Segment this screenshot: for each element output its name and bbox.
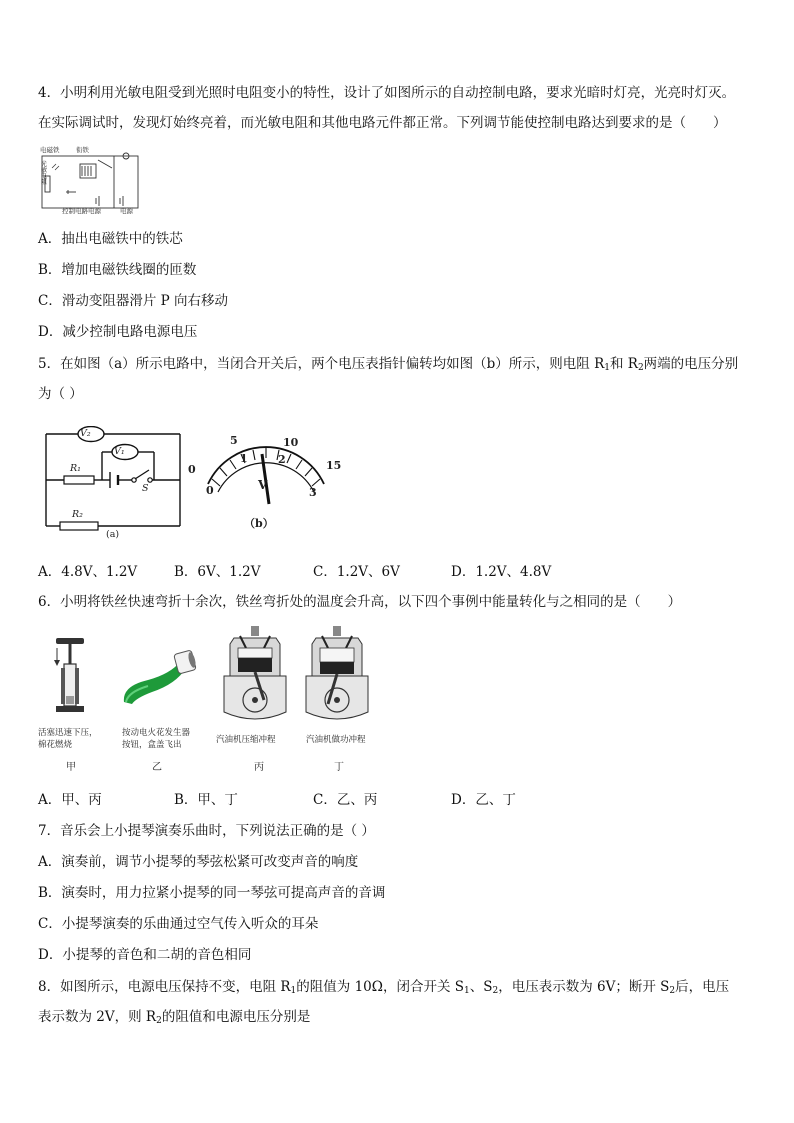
q5-scale-bottom-3: 3	[309, 486, 317, 499]
q6-stem: 6．小明将铁丝快速弯折十余次，铁丝弯折处的温度会升高，以下四个事例中能量转化与之相同的是（ ）	[38, 594, 682, 610]
q5-r1-label: R₁	[70, 463, 81, 474]
q5-option-a[interactable]: A．4.8V、1.2V	[38, 564, 138, 580]
q5-stem-line2: 为（ ）	[38, 386, 83, 402]
q6-figure-ding	[302, 626, 372, 722]
q5-r2-label: R₂	[72, 509, 83, 520]
q7-stem: 7．音乐会上小提琴演奏乐曲时，下列说法正确的是（ ）	[38, 823, 375, 839]
q6-option-a[interactable]: A．甲、丙	[38, 792, 102, 808]
q6-label-bing: 丙	[254, 762, 264, 773]
q6-caption-jia-line1: 活塞迅速下压，	[38, 728, 98, 738]
q6-power-stroke-drawing	[302, 626, 372, 722]
q5-voltmeter-figure-b	[186, 432, 346, 532]
q5-v2-label: V₂	[80, 428, 91, 439]
q5-scale-bottom-1: 1	[240, 452, 248, 465]
q6-option-d[interactable]: D．乙、丁	[451, 792, 516, 808]
q4-option-b[interactable]: B．增加电磁铁线圈的匝数	[38, 262, 197, 278]
q4-option-c[interactable]: C．滑动变阻器滑片 P 向右移动	[38, 293, 228, 309]
q5-option-d[interactable]: D．1.2V、4.8V	[451, 564, 552, 580]
q4-stem-line2: 在实际调试时，发现灯始终亮着，而光敏电阻和其他电路元件都正常。下列调节能使控制电路达到要求的是（ ）	[38, 115, 727, 131]
q6-figure-yi	[118, 646, 198, 708]
q7-option-a[interactable]: A．演奏前，调节小提琴的琴弦松紧可改变声音的响度	[38, 854, 359, 870]
q4-stem-line1: 4．小明利用光敏电阻受到光照时电阻变小的特性，设计了如图所示的自动控制电路，要求光暗时灯亮，光亮时灯灭。	[38, 85, 736, 101]
q6-caption-yi-line2: 按钮，盒盖飞出	[122, 740, 182, 750]
q6-option-c[interactable]: C．乙、丙	[313, 792, 378, 808]
q5-circuit-figure-a	[42, 426, 184, 544]
q4-label-power: 电源	[120, 207, 133, 215]
q5-figure-b-caption: （b）	[244, 517, 274, 530]
q5-scale-top-15: 15	[326, 459, 342, 472]
q5-scale-top-5: 5	[230, 434, 238, 447]
q5-figure-a-caption: (a)	[106, 529, 120, 540]
q5-voltmeter-unit: V	[258, 478, 268, 492]
q6-caption-ding: 汽油机做功冲程	[306, 735, 366, 745]
q6-compression-stroke-drawing	[220, 626, 290, 722]
q7-option-c[interactable]: C．小提琴演奏的乐曲通过空气传入听众的耳朵	[38, 916, 319, 932]
q8-stem-line1: 8．如图所示，电源电压保持不变，电阻 $R_1$的阻值为 10Ω，闭合开关 $S_1$、$S_2$，电压表示数为 6V；断开 $S_2$后，电压	[38, 979, 730, 996]
q8-stem-line2: 表示数为 2V，则 $R_2$的阻值和电源电压分别是	[38, 1009, 311, 1026]
q4-label-photoresistor: 光敏电阻	[41, 161, 48, 186]
q6-label-jia: 甲	[66, 762, 76, 773]
q4-label-control-power: 控制电路电源	[62, 207, 101, 215]
q5-scale-bottom-2: 2	[278, 453, 286, 466]
q7-option-d[interactable]: D．小提琴的音色和二胡的音色相同	[38, 947, 252, 963]
q4-label-armature: 衔铁	[76, 146, 89, 154]
q6-caption-yi-line1: 按动电火花发生器	[122, 728, 191, 738]
q5-scale-bottom-0: 0	[206, 484, 214, 497]
q6-figure-bing	[220, 626, 290, 722]
q4-option-a[interactable]: A．抽出电磁铁中的铁芯	[38, 231, 183, 247]
q5-option-b[interactable]: B．6V、1.2V	[174, 564, 261, 580]
q6-piston-cylinder-drawing	[50, 636, 92, 718]
q6-spark-box-drawing	[118, 646, 198, 708]
q4-option-d[interactable]: D．减少控制电路电源电压	[38, 324, 198, 340]
q6-caption-bing: 汽油机压缩冲程	[216, 735, 276, 745]
q4-label-electromagnet: 电磁铁	[40, 146, 60, 154]
q7-option-b[interactable]: B．演奏时，用力拉紧小提琴的同一琴弦可提高声音的音调	[38, 885, 386, 901]
q6-label-yi: 乙	[152, 762, 162, 773]
q6-label-ding: 丁	[334, 762, 344, 773]
q5-scale-top-10: 10	[283, 436, 299, 449]
q5-scale-top-0: 0	[188, 463, 196, 476]
q6-caption-jia-line2: 棉花燃烧	[38, 740, 73, 750]
q5-option-c[interactable]: C．1.2V、6V	[313, 564, 400, 580]
q5-v1-label: V₁	[114, 446, 125, 457]
q5-circuit-a-drawing	[42, 426, 184, 544]
q6-option-b[interactable]: B．甲、丁	[174, 792, 238, 808]
q6-figure-jia	[50, 636, 92, 718]
q4-circuit-figure	[40, 146, 140, 216]
q5-switch-label: S	[142, 483, 149, 494]
q5-stem-line1: 5．在如图（a）所示电路中，当闭合开关后，两个电压表指针偏转均如图（b）所示，则电阻 $R_1$和 $R_2$两端的电压分别	[38, 356, 739, 373]
